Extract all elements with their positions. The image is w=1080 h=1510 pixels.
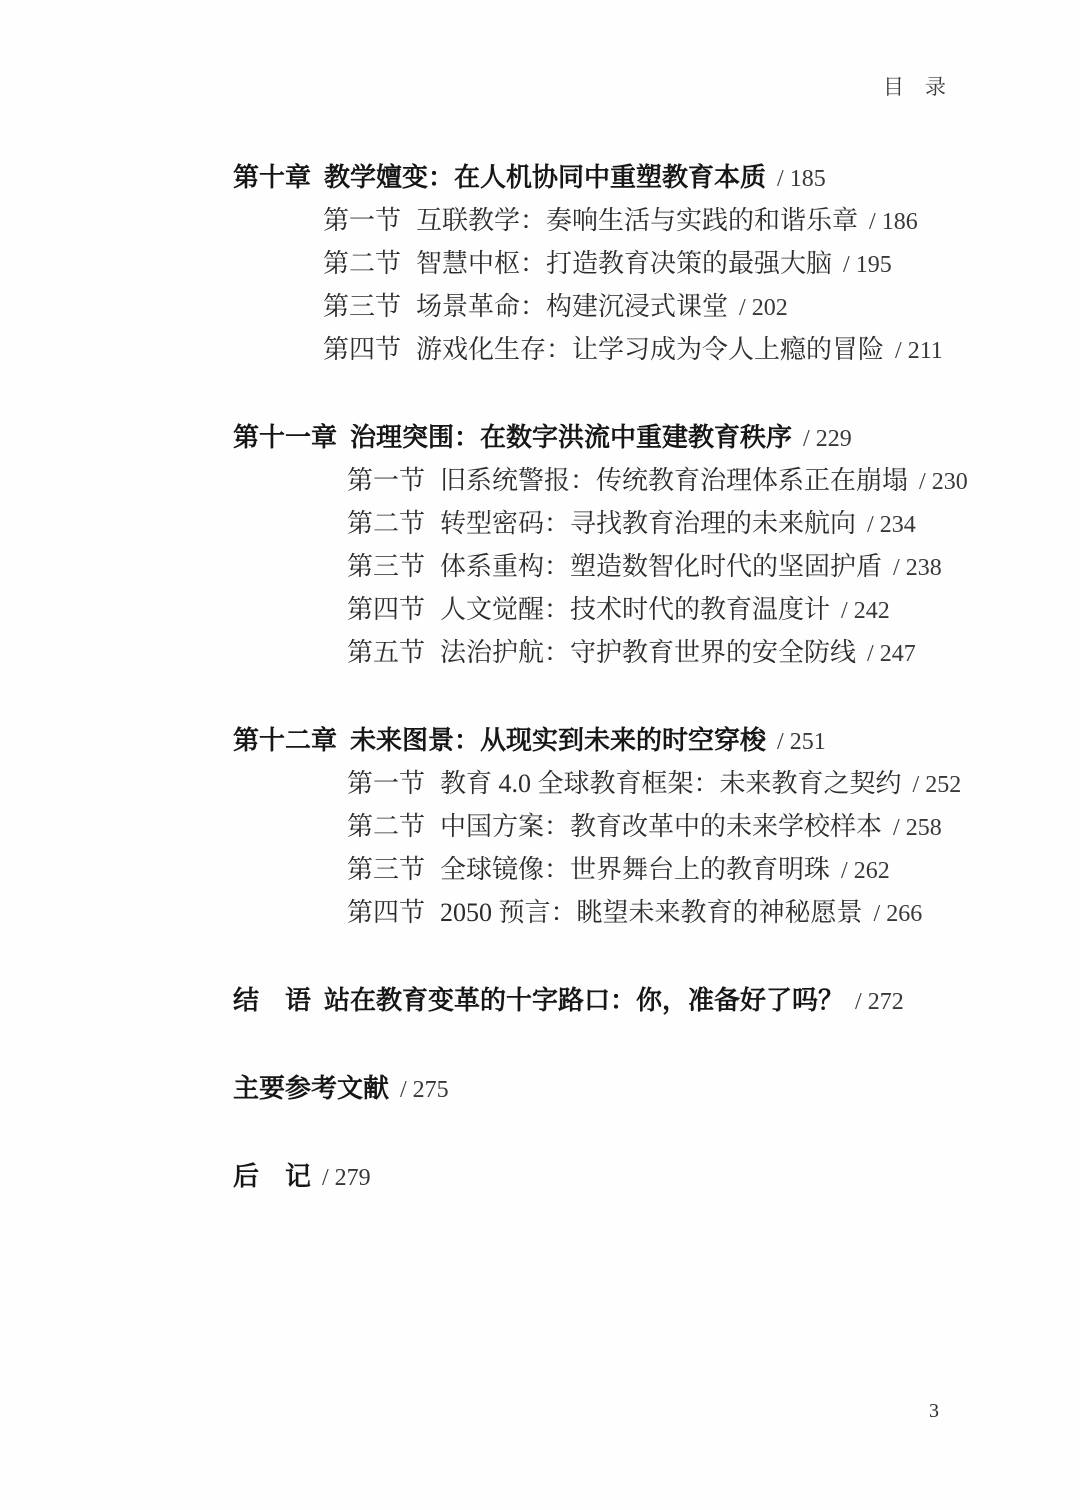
section-page-number: / 234 (867, 512, 916, 538)
postscript-label: 后 记 (233, 1162, 312, 1191)
toc-entry-section (347, 762, 968, 805)
section-number: 第一节 (323, 206, 402, 235)
toc-entry-chapter-11 (233, 416, 968, 459)
section-title: 体系重构：塑造数智化时代的坚固护盾 (440, 552, 883, 581)
section-page-number: / 262 (841, 858, 890, 884)
section-page-number: / 258 (893, 815, 942, 841)
toc-entry-section (347, 848, 968, 891)
chapter-page-number: / 185 (777, 166, 826, 192)
section-title: 人文觉醒：技术时代的教育温度计 (440, 595, 831, 624)
references-block (233, 1067, 968, 1110)
section-title: 互联教学：奏响生活与实践的和谐乐章 (416, 206, 859, 235)
section-number: 第一节 (347, 769, 426, 798)
chapter-10-sections (323, 199, 968, 371)
toc-entry-section (323, 199, 968, 242)
chapter-number: 第十一章 (233, 423, 338, 452)
section-page-number: / 252 (912, 772, 962, 798)
section-number: 第二节 (323, 249, 402, 278)
section-title: 旧系统警报：传统教育治理体系正在崩塌 (440, 466, 909, 495)
section-title: 智慧中枢：打造教育决策的最强大脑 (416, 249, 833, 278)
toc-entry-conclusion (233, 979, 968, 1022)
section-page-number: / 186 (869, 209, 918, 235)
page-number: 3 (929, 1400, 939, 1422)
toc-body (233, 156, 968, 1243)
chapter-number: 第十章 (233, 163, 312, 192)
section-number: 第四节 (347, 595, 426, 624)
chapter-12-block (233, 719, 968, 934)
postscript-page-number: / 279 (322, 1165, 371, 1191)
conclusion-page-number: / 272 (855, 989, 904, 1015)
section-page-number: / 195 (843, 252, 892, 278)
section-title: 场景革命：构建沉浸式课堂 (416, 292, 729, 321)
section-number: 第二节 (347, 509, 426, 538)
toc-entry-postscript (233, 1155, 968, 1198)
section-page-number: / 230 (919, 469, 968, 495)
section-number: 第三节 (323, 292, 402, 321)
conclusion-label: 结 语 (233, 986, 312, 1015)
toc-entry-chapter-12 (233, 719, 968, 762)
section-number: 第四节 (323, 335, 402, 364)
chapter-11-block (233, 416, 968, 674)
toc-entry-section (347, 545, 968, 588)
chapter-title: 治理突围：在数字洪流中重建教育秩序 (350, 423, 793, 452)
section-title: 转型密码：寻找教育治理的未来航向 (440, 509, 857, 538)
toc-entry-section (347, 459, 968, 502)
section-number: 第四节 (347, 898, 426, 927)
section-page-number: / 266 (873, 901, 923, 927)
running-header (883, 71, 946, 101)
toc-entry-section (347, 891, 968, 934)
toc-entry-section (347, 502, 968, 545)
section-title: 游戏化生存：让学习成为令人上瘾的冒险 (416, 335, 885, 364)
conclusion-block (233, 979, 968, 1022)
section-number: 第一节 (347, 466, 426, 495)
section-title: 中国方案：教育改革中的未来学校样本 (440, 812, 883, 841)
chapter-page-number: / 229 (803, 426, 852, 452)
toc-entry-section (323, 285, 968, 328)
section-number: 第二节 (347, 812, 426, 841)
section-page-number: / 211 (895, 338, 943, 364)
section-title: 教育 4.0 全球教育框架：未来教育之契约 (440, 769, 902, 798)
section-page-number: / 202 (739, 295, 788, 321)
conclusion-title: 站在教育变革的十字路口：你，准备好了吗？ (324, 986, 845, 1015)
section-number: 第三节 (347, 552, 426, 581)
toc-entry-section (347, 588, 968, 631)
toc-entry-section (347, 805, 968, 848)
chapter-12-sections (347, 762, 968, 934)
chapter-title: 教学嬗变：在人机协同中重塑教育本质 (324, 163, 767, 192)
section-page-number: / 247 (867, 641, 916, 667)
toc-entry-chapter-10 (233, 156, 968, 199)
references-page-number: / 275 (400, 1077, 449, 1103)
chapter-title: 未来图景：从现实到未来的时空穿梭 (350, 726, 767, 755)
chapter-number: 第十二章 (233, 726, 338, 755)
toc-entry-section (323, 242, 968, 285)
section-title: 2050 预言：眺望未来教育的神秘愿景 (440, 898, 863, 927)
toc-entry-section (347, 631, 968, 674)
section-page-number: / 242 (841, 598, 890, 624)
running-header-title: 目 录 (883, 75, 946, 99)
section-number: 第五节 (347, 638, 426, 667)
section-number: 第三节 (347, 855, 426, 884)
section-page-number: / 238 (893, 555, 942, 581)
section-title: 法治护航：守护教育世界的安全防线 (440, 638, 857, 667)
chapter-10-block (233, 156, 968, 371)
toc-entry-references (233, 1067, 968, 1110)
postscript-block (233, 1155, 968, 1198)
chapter-page-number: / 251 (777, 729, 826, 755)
section-title: 全球镜像：世界舞台上的教育明珠 (440, 855, 831, 884)
toc-entry-section (323, 328, 968, 371)
chapter-11-sections (347, 459, 968, 674)
references-label: 主要参考文献 (233, 1074, 390, 1103)
